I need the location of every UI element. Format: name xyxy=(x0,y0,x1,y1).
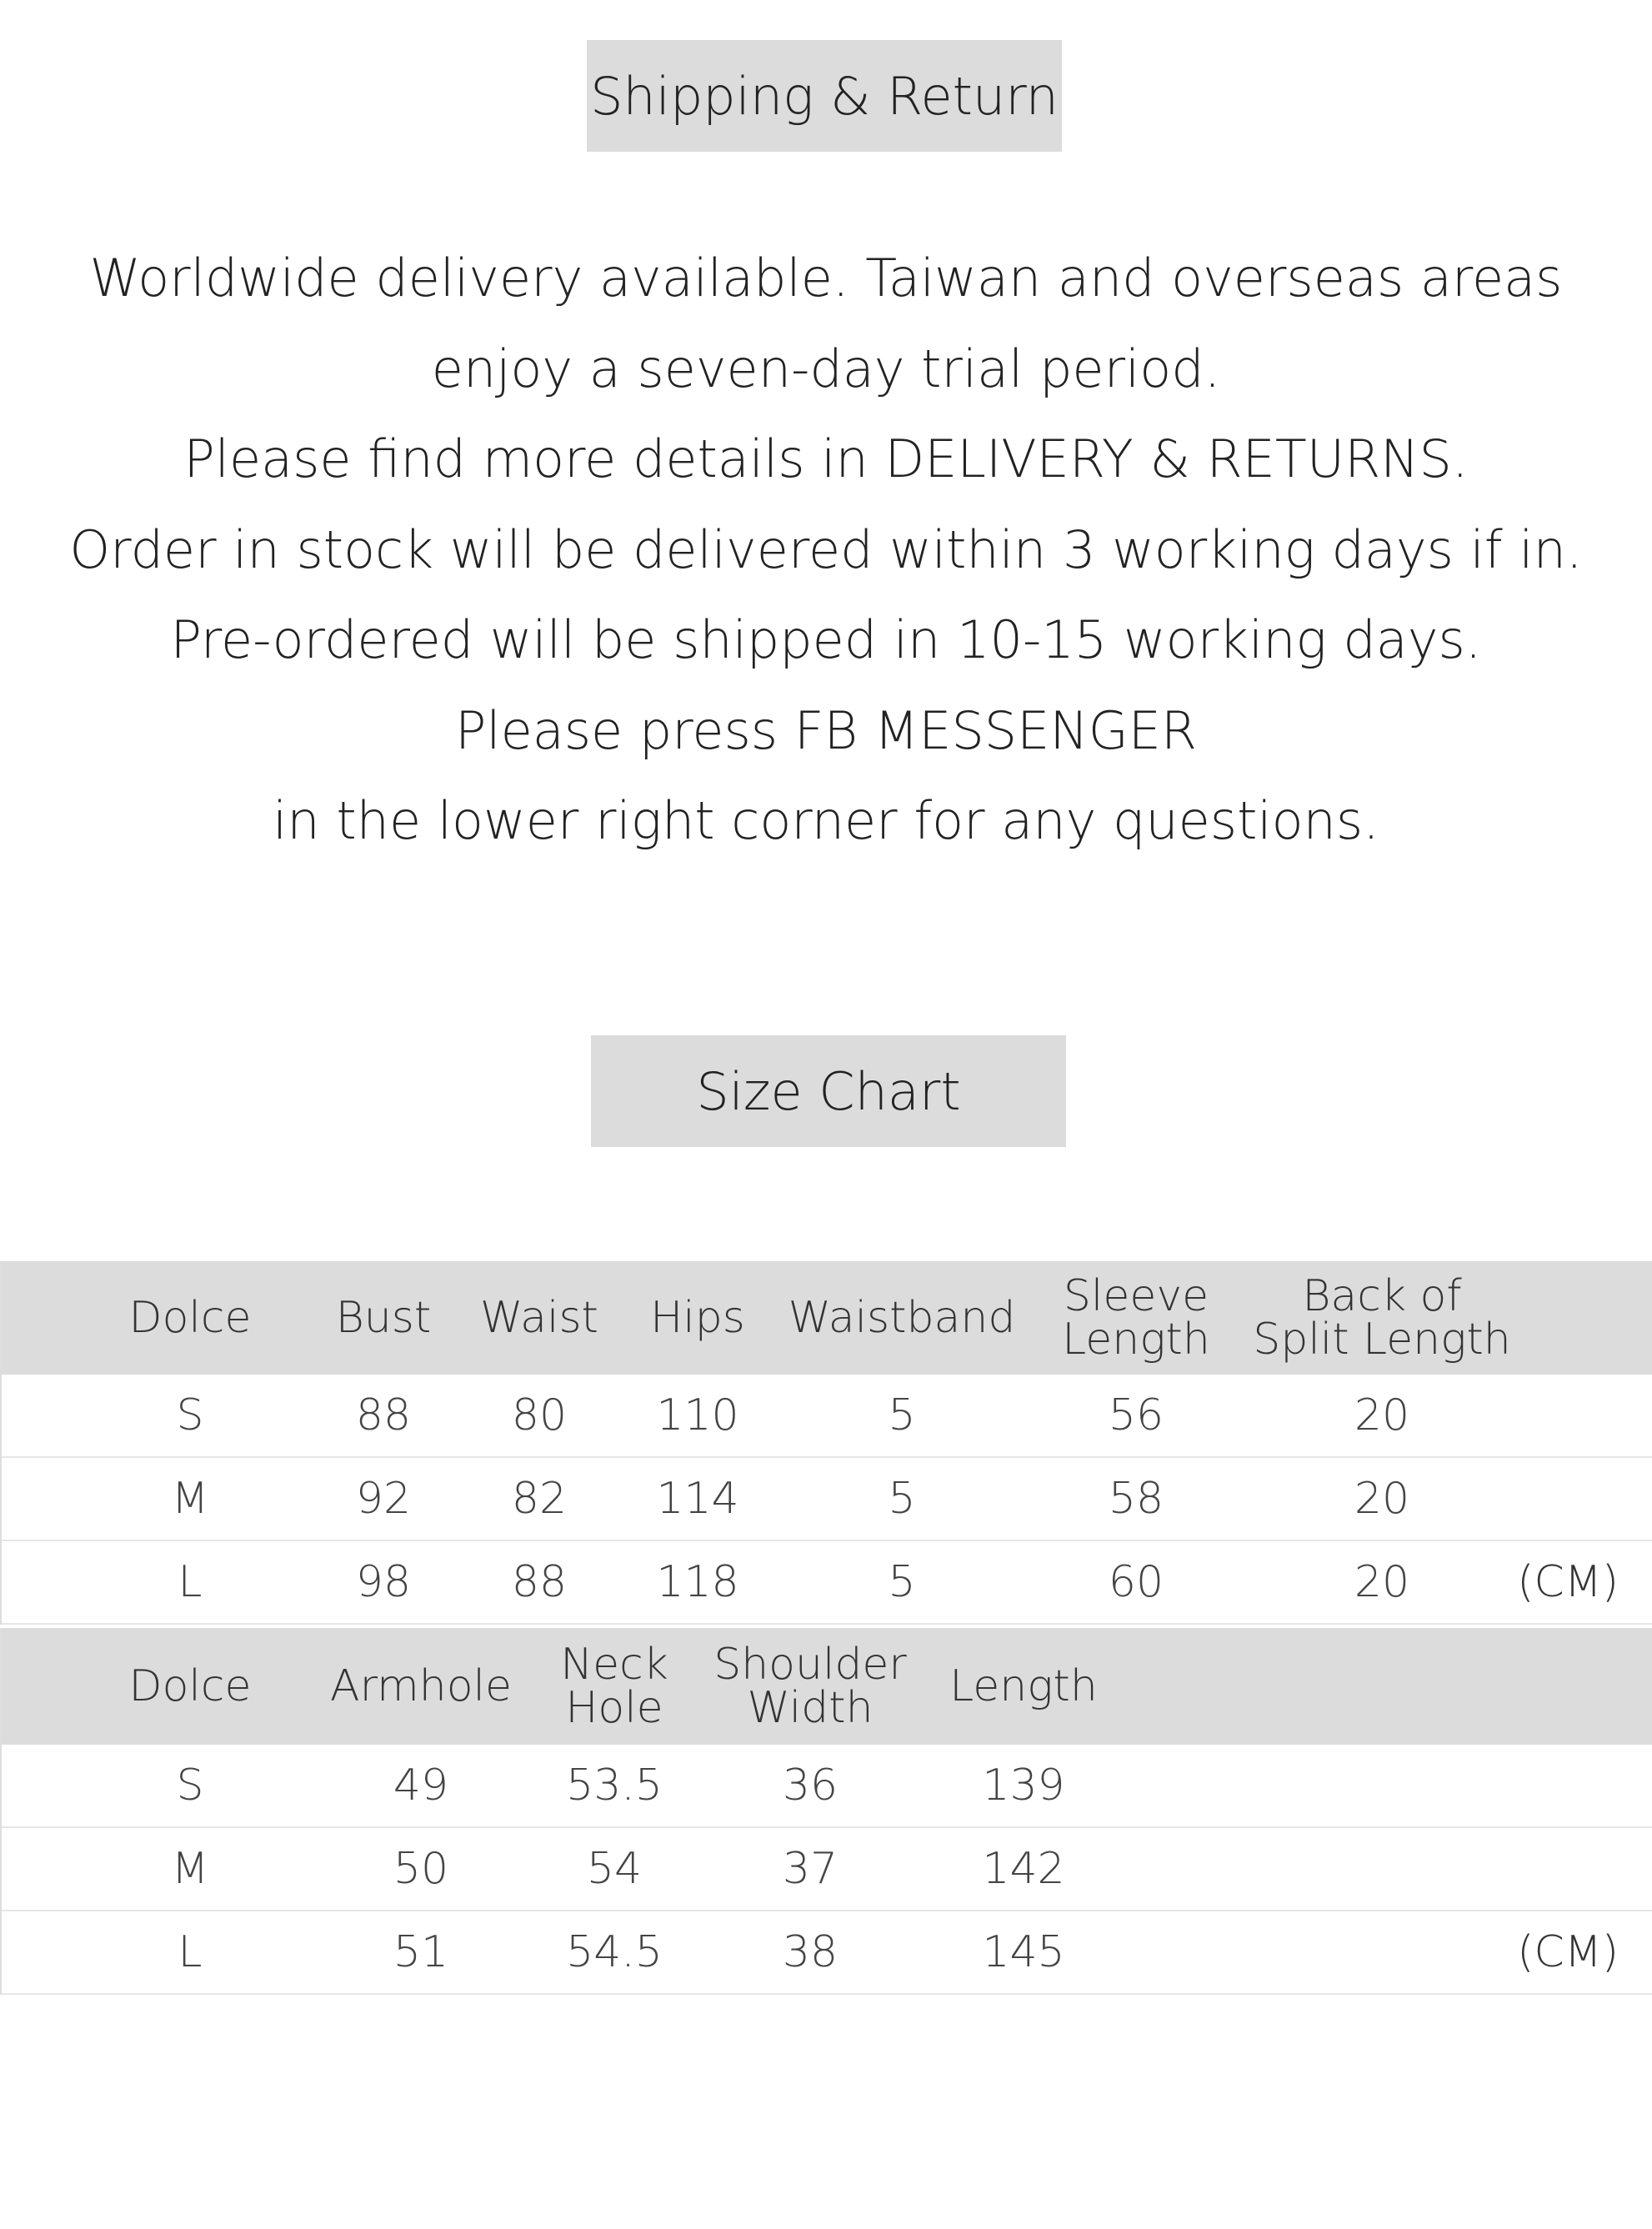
measurement-cell: 142 xyxy=(982,1844,1065,1894)
table-row xyxy=(2,1541,1652,1625)
shipping-line: Worldwide delivery available. Taiwan and overseas areas xyxy=(89,248,1563,308)
measurement-cell: 5 xyxy=(888,1474,916,1524)
column-header xyxy=(129,1628,252,1745)
measurement-cell: 36 xyxy=(782,1761,839,1811)
shipping-line: Please find more details in DELIVERY & RETURNS. xyxy=(183,428,1469,489)
measurement-cell: 58 xyxy=(1108,1474,1164,1524)
column-header-line: Length xyxy=(1062,1315,1210,1365)
column-header xyxy=(129,1261,252,1375)
shipping-line: Order in stock will be delivered within 3 working days if in. xyxy=(69,518,1583,580)
measurement-cell: 49 xyxy=(393,1761,449,1811)
measurement-cell: 54 xyxy=(586,1844,643,1894)
unit-label: (CM) xyxy=(1517,1557,1619,1607)
column-header xyxy=(1253,1261,1510,1375)
measurement-cell: 5 xyxy=(888,1557,916,1607)
measurement-cell: 114 xyxy=(656,1474,739,1524)
shipping-line: enjoy a seven-day trial period. xyxy=(431,338,1221,399)
size-label-cell: M xyxy=(171,1474,209,1524)
column-header xyxy=(336,1261,432,1375)
column-header xyxy=(949,1628,1098,1745)
column-header xyxy=(330,1628,512,1745)
size-label-cell: S xyxy=(176,1761,204,1811)
shipping-line: Please press FB MESSENGER xyxy=(454,699,1198,761)
table-row xyxy=(2,1458,1652,1541)
measurement-cell: 88 xyxy=(511,1557,568,1607)
column-header xyxy=(1062,1261,1210,1375)
shipping-heading: Shipping & Return xyxy=(587,40,1062,152)
table-row xyxy=(2,1911,1652,1995)
column-header-line: Length xyxy=(949,1661,1098,1711)
measurement-cell: 110 xyxy=(656,1390,739,1440)
measurement-cell: 56 xyxy=(1108,1390,1164,1440)
measurement-cell: 118 xyxy=(656,1557,739,1607)
column-header-line: Waist xyxy=(480,1293,598,1343)
measurement-cell: 37 xyxy=(782,1844,839,1894)
size-label-cell: M xyxy=(171,1844,209,1894)
table-header-row xyxy=(2,1261,1652,1375)
shipping-line: in the lower right corner for any questions. xyxy=(273,790,1379,851)
column-header-line: Bust xyxy=(335,1293,432,1343)
column-header-line: Waistband xyxy=(788,1293,1016,1343)
unit-label: (CM) xyxy=(1517,1927,1619,1977)
column-header-line: Dolce xyxy=(128,1661,252,1711)
measurement-cell: 145 xyxy=(982,1927,1065,1977)
shipping-description xyxy=(0,233,1652,867)
column-header-line: Sleeve xyxy=(1063,1271,1209,1321)
measurement-cell: 20 xyxy=(1354,1390,1410,1440)
shipping-line: Pre-ordered will be shipped in 10-15 working days. xyxy=(170,609,1482,670)
column-header-line: Dolce xyxy=(128,1293,252,1343)
measurement-cell: 92 xyxy=(355,1474,412,1524)
measurement-cell: 38 xyxy=(782,1927,839,1977)
column-header-line: Hips xyxy=(650,1293,745,1343)
column-header-line: Shoulder xyxy=(713,1640,907,1690)
measurement-cell: 80 xyxy=(511,1390,568,1440)
column-header xyxy=(713,1628,907,1745)
measurement-cell: 139 xyxy=(982,1761,1065,1811)
measurement-cell: 98 xyxy=(355,1557,412,1607)
measurement-cell: 82 xyxy=(511,1474,568,1524)
measurement-cell: 50 xyxy=(393,1844,449,1894)
measurement-cell: 5 xyxy=(888,1390,916,1440)
column-header xyxy=(650,1261,745,1375)
table-row xyxy=(2,1828,1652,1911)
column-header-line: Split Length xyxy=(1253,1315,1511,1365)
measurement-cell: 54.5 xyxy=(566,1927,663,1977)
column-header-line: Back of xyxy=(1302,1271,1462,1321)
table-header-row xyxy=(2,1628,1652,1745)
column-header xyxy=(560,1628,668,1745)
size-table-primary xyxy=(0,1261,1652,1625)
column-header-line: Armhole xyxy=(330,1661,512,1711)
size-table-secondary xyxy=(0,1628,1652,1995)
measurement-cell: 88 xyxy=(355,1390,412,1440)
table-row xyxy=(2,1745,1652,1828)
measurement-cell: 51 xyxy=(393,1927,449,1977)
column-header xyxy=(480,1261,598,1375)
size-label-cell: S xyxy=(176,1390,204,1440)
column-header xyxy=(788,1261,1016,1375)
column-header-line: Width xyxy=(747,1683,874,1733)
measurement-cell: 20 xyxy=(1354,1474,1410,1524)
measurement-cell: 20 xyxy=(1354,1557,1410,1607)
size-label-cell: L xyxy=(178,1557,203,1607)
table-row xyxy=(2,1375,1652,1458)
measurement-cell: 53.5 xyxy=(566,1761,663,1811)
size-label-cell: L xyxy=(178,1927,203,1977)
column-header-line: Neck xyxy=(560,1640,668,1690)
size-chart-heading: Size Chart xyxy=(591,1035,1066,1147)
measurement-cell: 60 xyxy=(1108,1557,1164,1607)
column-header-line: Hole xyxy=(565,1683,663,1733)
